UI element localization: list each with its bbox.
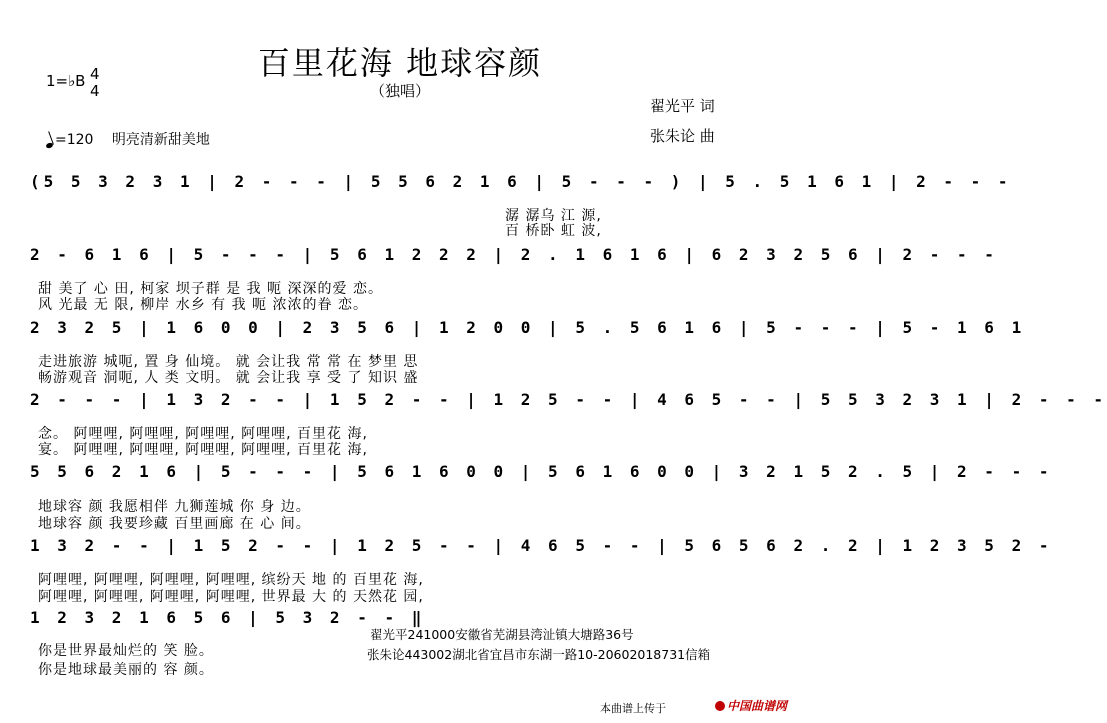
notation-row: 1 2 3 2 1 6 5 6 | 5 3 2 - - ‖ xyxy=(30,608,426,627)
address-line: 张朱论443002湖北省宜昌市东湖一路10-20602018731信箱 xyxy=(367,647,711,662)
lyric-line: 你是地球最美丽的 容 颜。 xyxy=(38,662,214,678)
address-line: 翟光平241000安徽省芜湖县湾沚镇大塘路36号 xyxy=(370,627,634,642)
upload-note: 本曲谱上传于 xyxy=(600,702,666,715)
subtitle: （独唱） xyxy=(369,82,430,100)
key-signature xyxy=(46,65,100,100)
lyric-line: 风 光最 无 限, 柳岸 水乡 有 我 呃 浓浓的眷 恋。 xyxy=(38,297,368,313)
lyric-line: 甜 美了 心 田, 柯家 坝子群 是 我 呃 深深的爱 恋。 xyxy=(38,281,383,297)
lyric-line: 地球容 颜 我愿相伴 九狮莲城 你 身 边。 xyxy=(38,499,311,515)
notation-row: 2 - - - | 1 3 2 - - | 1 5 2 - - | 1 2 5 - - | 4 6 5 - - | 5 5 3 2 3 1 | 2 - - - xyxy=(30,390,1107,409)
notation-row: 5 5 6 2 1 6 | 5 - - - | 5 6 1 6 0 0 | 5 6 1 6 0 0 | 3 2 1 5 2 . 5 | 2 - - - xyxy=(30,462,1053,481)
lyric-line: 宴。 阿哩哩, 阿哩哩, 阿哩哩, 阿哩哩, 百里花 海, xyxy=(38,442,368,458)
lyric-line: 阿哩哩, 阿哩哩, 阿哩哩, 阿哩哩, 世界最 大 的 天然花 园, xyxy=(38,589,424,605)
tempo-marking xyxy=(46,129,210,149)
logo-icon xyxy=(715,701,725,711)
lyric-line: 阿哩哩, 阿哩哩, 阿哩哩, 阿哩哩, 缤纷天 地 的 百里花 海, xyxy=(38,572,424,588)
site-name: 中国曲谱网 xyxy=(727,699,788,713)
lyric-line: 潺 潺乌 江 源, xyxy=(505,208,602,224)
meter-bottom: 4 xyxy=(90,82,100,100)
lyric-line: 百 桥卧 虹 波, xyxy=(505,223,602,239)
meter-top: 4 xyxy=(90,65,100,83)
lyric-line: 地球容 颜 我要珍藏 百里画廊 在 心 间。 xyxy=(38,516,311,532)
time-signature xyxy=(90,66,100,100)
quarter-note-icon xyxy=(45,142,53,149)
lyric-line: 念。 阿哩哩, 阿哩哩, 阿哩哩, 阿哩哩, 百里花 海, xyxy=(38,426,368,442)
lyric-line: 你是世界最灿烂的 笑 脸。 xyxy=(38,643,214,659)
lyricist: 翟光平 词 xyxy=(650,97,715,115)
site-logo[interactable] xyxy=(715,697,787,714)
notation-row: 2 3 2 5 | 1 6 0 0 | 2 3 5 6 | 1 2 0 0 | 5 . 5 6 1 6 | 5 - - - | 5 - 1 6 1 xyxy=(30,318,1026,337)
expression-text: 明亮清新甜美地 xyxy=(111,132,210,148)
tempo-value: =120 xyxy=(55,132,94,148)
lyric-line: 畅游观音 洞呃, 人 类 文明。 就 会让我 享 受 了 知识 盛 xyxy=(38,370,419,386)
notation-row: 1 3 2 - - | 1 5 2 - - | 1 2 5 - - | 4 6 5 - - | 5 6 5 6 2 . 2 | 1 2 3 5 2 - xyxy=(30,536,1053,555)
notation-row: (5 5 3 2 3 1 | 2 - - - | 5 5 6 2 1 6 | 5 - - - ) | 5 . 5 1 6 1 | 2 - - - xyxy=(30,172,1012,191)
lyric-line: 走进旅游 城呃, 置 身 仙境。 就 会让我 常 常 在 梦里 思 xyxy=(38,354,419,370)
page-title: 百里花海 地球容颜 xyxy=(257,44,543,82)
key-label: 1=♭B xyxy=(46,72,86,90)
composer: 张朱论 曲 xyxy=(650,127,715,145)
notation-row: 2 - 6 1 6 | 5 - - - | 5 6 1 2 2 2 | 2 . 1 6 1 6 | 6 2 3 2 5 6 | 2 - - - xyxy=(30,245,998,264)
